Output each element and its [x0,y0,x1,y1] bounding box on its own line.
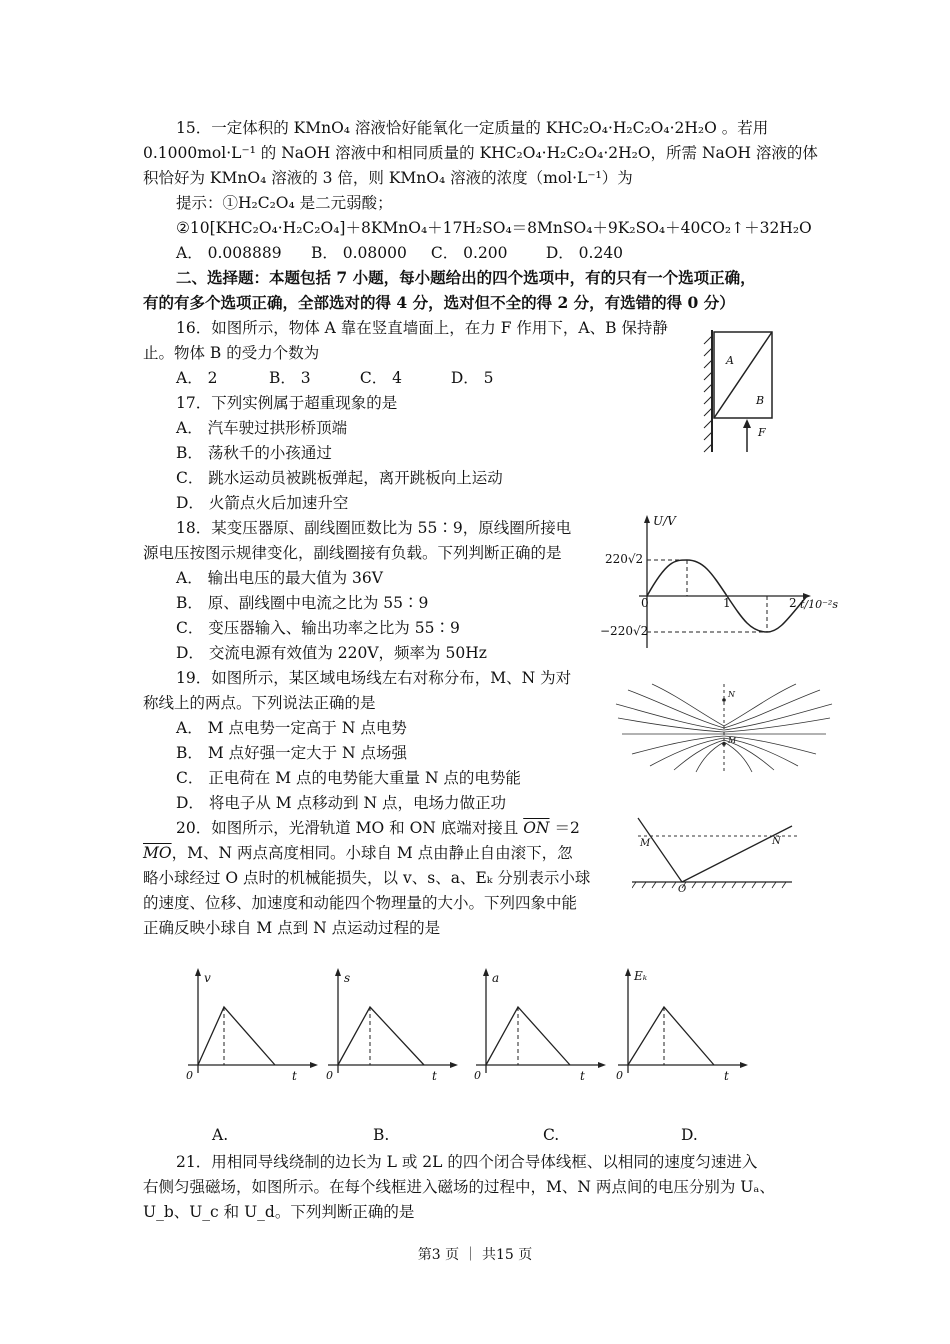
q20-graph-b-yaxis: s [344,971,351,985]
q18-label-yaxis: U/V [653,514,676,528]
q18-option-a: A． 输出电压的最大值为 36V [176,569,383,587]
q20-graph-b-xaxis: t [432,1069,437,1083]
q20-graph-d-label: D. [681,1126,698,1144]
q18-label-t1: 1 [723,596,731,610]
q19-label-m: M [728,736,737,745]
q19-option-d: D． 将电子从 M 点移动到 N 点，电场力做正功 [176,794,506,812]
q17-option-a: A． 汽车驶过拱形桥顶端 [176,419,348,437]
q18-label-origin: 0 [641,596,649,610]
q18-label-top: 220√2 [605,552,644,566]
q20-figure [632,812,812,897]
q20-mo-segment: $\overline{MO}$ [143,844,172,862]
q20-graph-a-origin: 0 [186,1069,193,1082]
section2-line2: 有的有多个选项正确，全部选对的得 4 分，选对但不全的得 2 分，有选错的得 0 分） [143,293,735,312]
q16-label-a: A [726,354,734,367]
q20-graph-c-xaxis: t [580,1069,585,1083]
page-footer: 第3 页 ｜ 共15 页 [417,1247,533,1263]
q16-option-a: A． 2 [176,369,218,387]
q20-graph-d-origin: 0 [616,1069,623,1082]
q16-line1: 16．如图所示，物体 A 靠在竖直墙面上，在力 F 作用下，A、B 保持静 [176,319,668,337]
q15-hint1: 提示：①H₂C₂O₄ 是二元弱酸； [176,194,393,212]
q16-figure [700,326,790,456]
q20-line1b: ＝2 [554,819,580,837]
q18-label-xaxis: t/10⁻²s [800,598,838,611]
q21-line3: U_b、U_c 和 U_d。下列判断正确的是 [143,1203,415,1221]
q20-line3: 略小球经过 O 点时的机械能损失，以 v、s、a、Eₖ 分别表示小球 [143,869,591,887]
q17-option-b: B． 荡秋千的小孩通过 [176,444,332,462]
q20-label-m: M [640,838,651,849]
q19-line1: 19．如图所示，某区域电场线左右对称分布，M、N 为对 [176,669,572,687]
q16-option-d: D． 5 [450,369,494,387]
q20-on-segment: $\overline{ON}$ [523,819,550,837]
q18-option-c: C． 变压器输入、输出功率之比为 55∶9 [176,619,460,637]
q18-figure [600,512,843,652]
q17-option-c: C． 跳水运动员被跳板弹起，离开跳板向上运动 [176,469,503,487]
q16-label-b: B [756,394,765,407]
section2-line1: 二、选择题：本题包括 7 小题，每小题给出的四个选项中，有的只有一个选项正确， [176,268,756,287]
q21-line1: 21．用相同导线绕制的边长为 L 或 2L 的四个闭合导体线框、以相同的速度匀速进入 [176,1153,758,1171]
q20-line2 [143,843,573,863]
q20-graph-c-yaxis: a [492,971,500,985]
q20-graphs [180,965,780,1090]
q15-option-b: B． 0.08000 [310,244,407,262]
q18-option-d: D． 交流电源有效值为 220V，频率为 50Hz [176,644,487,662]
q20-graph-b-label: B. [373,1126,390,1144]
q21-line2: 右侧匀强磁场，如图所示。在每个线框进入磁场的过程中，M、N 两点间的电压分别为 Uₐ、 [143,1178,775,1196]
q20-line4: 的速度、位移、加速度和动能四个物理量的大小。下列四象中能 [143,894,578,912]
q18-label-bottom: −220√2 [600,624,649,638]
q15-option-a: A． 0.008889 [176,244,282,262]
q17-stem: 17．下列实例属于超重现象的是 [176,394,398,412]
q15-options [176,243,623,263]
q18-option-b: B． 原、副线圈中电流之比为 55∶9 [176,594,429,612]
q18-line1: 18．某变压器原、副线圈匝数比为 55∶9，原线圈所接电 [176,519,572,537]
q20-line5: 正确反映小球自 M 点到 N 点运动过程的是 [143,919,441,937]
q18-label-t2: 2 [789,596,797,610]
q15-line1: 15．一定体积的 KMnO₄ 溶液恰好能氧化一定质量的 KHC₂O₄·H₂C₂O₄·2H₂O 。若用 [176,119,769,137]
q20-graph-b-origin: 0 [326,1069,333,1082]
q20-graph-a-xaxis: t [292,1069,297,1083]
q20-graph-a-label: A. [212,1126,229,1144]
q15-hint2: ②10[KHC₂O₄·H₂C₂O₄]＋8KMnO₄＋17H₂SO₄＝8MnSO₄＋9K₂SO₄＋40CO₂↑＋32H₂O [176,219,812,237]
q17-option-d: D． 火箭点火后加速升空 [176,494,349,512]
q15-option-c: C． 0.200 [430,244,508,262]
q20-graph-a-yaxis: v [204,971,211,985]
q20-label-n: N [772,836,781,847]
q15-option-d: D． 0.240 [545,244,624,262]
q16-line2: 止。物体 B 的受力个数为 [143,344,320,362]
q16-option-c: C． 4 [359,369,403,387]
q15-line2: 0.1000mol·L⁻¹ 的 NaOH 溶液中和相同质量的 KHC₂O₄·H₂C₂O₄·2H₂O，所需 NaOH 溶液的体 [143,144,818,162]
q20-line2-text: ，M、N 两点高度相同。小球自 M 点由静止自由滚下，忽 [171,844,573,862]
q19-label-n: N [728,690,735,699]
q20-graph-c-label: C. [543,1126,560,1144]
q19-option-a: A． M 点电势一定高于 N 点电势 [176,719,407,737]
q20-line1a: 20．如图所示，光滑轨道 MO 和 ON 底端对接且 [176,819,519,837]
q15-line3: 积恰好为 KMnO₄ 溶液的 3 倍，则 KMnO₄ 溶液的浓度（mol·L⁻¹）为 [143,169,633,187]
q18-line2: 源电压按图示规律变化，副线圈接有负载。下列判断正确的是 [143,544,562,562]
q20-graph-d-yaxis: Eₖ [634,969,648,983]
q20-graph-d-xaxis: t [724,1069,729,1083]
q19-option-c: C． 正电荷在 M 点的电势能大重量 N 点的电势能 [176,769,521,787]
q19-line2: 称线上的两点。下列说法正确的是 [143,694,376,712]
q20-line1 [176,818,580,838]
q16-options [176,368,494,388]
q20-label-o: O [678,884,687,895]
q16-label-f: F [758,426,766,439]
q20-graph-c-origin: 0 [474,1069,481,1082]
q16-option-b: B． 3 [268,369,311,387]
q19-option-b: B． M 点好强一定大于 N 点场强 [176,744,408,762]
q19-figure [612,680,837,775]
